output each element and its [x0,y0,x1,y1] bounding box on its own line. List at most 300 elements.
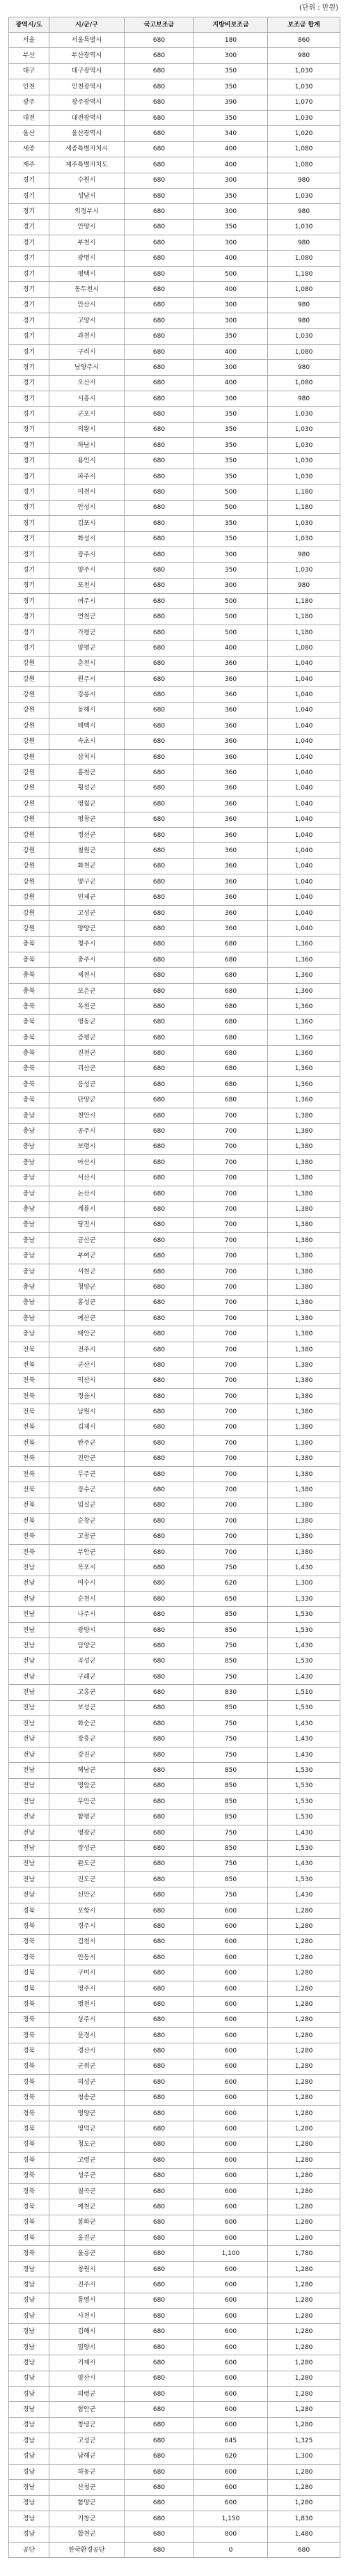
local-subsidy-cell: 340 [194,126,268,141]
region-cell: 충북 [9,999,49,1014]
city-cell: 정선군 [49,827,125,842]
table-row [9,952,340,968]
table-row [9,2043,340,2059]
total-subsidy-cell: 1,380 [268,1170,340,1186]
total-subsidy-cell: 1,360 [268,1092,340,1108]
city-cell: 신안군 [49,1887,125,1903]
city-cell: 속초시 [49,734,125,749]
national-subsidy-cell: 680 [125,718,194,734]
table-row [9,905,340,920]
national-subsidy-cell: 680 [125,1373,194,1388]
city-cell: 봉화군 [49,2215,125,2230]
table-row [9,2402,340,2417]
table-row [9,1592,340,1607]
region-cell: 경북 [9,2090,49,2105]
total-subsidy-cell: 1,330 [268,1592,340,1607]
national-subsidy-cell: 680 [125,1295,194,1310]
total-subsidy-cell: 1,360 [268,952,340,968]
city-cell: 횡성군 [49,780,125,796]
region-cell: 강원 [9,765,49,780]
national-subsidy-cell: 680 [125,702,194,718]
local-subsidy-cell: 700 [194,1466,268,1482]
table-row [9,2059,340,2074]
region-cell: 경남 [9,2324,49,2339]
national-subsidy-cell: 680 [125,1716,194,1731]
table-row [9,2246,340,2261]
region-cell: 경북 [9,1950,49,1965]
city-cell: 광양시 [49,1622,125,1638]
region-cell: 충북 [9,1092,49,1108]
local-subsidy-cell: 850 [194,1872,268,1887]
total-subsidy-cell: 1,380 [268,1108,340,1123]
total-subsidy-cell: 1,360 [268,999,340,1014]
region-cell: 대구 [9,63,49,79]
region-cell: 인천 [9,79,49,95]
total-subsidy-cell: 1,280 [268,2464,340,2479]
region-cell: 경기 [9,313,49,329]
local-subsidy-cell: 360 [194,672,268,687]
total-subsidy-cell: 1,380 [268,1139,340,1154]
region-cell: 충북 [9,1077,49,1092]
local-subsidy-cell: 700 [194,1311,268,1326]
region-cell: 광주 [9,95,49,110]
table-row [9,2168,340,2183]
local-subsidy-cell: 700 [194,1326,268,1342]
local-subsidy-cell: 600 [194,1903,268,1918]
city-cell: 구리시 [49,344,125,359]
national-subsidy-cell: 680 [125,2028,194,2043]
total-subsidy-cell: 1,530 [268,1607,340,1622]
table-row [9,1514,340,1529]
national-subsidy-cell: 680 [125,1607,194,1622]
local-subsidy-cell: 600 [194,2480,268,2495]
table-row [9,516,340,531]
table-row [9,1046,340,1061]
city-cell: 청송군 [49,2090,125,2105]
city-cell: 고성군 [49,2433,125,2449]
local-subsidy-cell: 620 [194,2449,268,2464]
region-cell: 경남 [9,2433,49,2449]
table-row [9,126,340,141]
national-subsidy-cell: 680 [125,2121,194,2137]
national-subsidy-cell: 680 [125,2495,194,2511]
city-cell: 영동군 [49,1014,125,1030]
local-subsidy-cell: 600 [194,2168,268,2183]
region-cell: 경북 [9,2043,49,2059]
total-subsidy-cell: 1,280 [268,2231,340,2246]
total-subsidy-cell: 1,530 [268,1622,340,1638]
table-row [9,641,340,656]
table-row [9,1124,340,1139]
city-cell: 여주시 [49,594,125,609]
total-subsidy-cell: 1,280 [268,2199,340,2215]
region-cell: 경기 [9,609,49,625]
city-cell: 안성시 [49,500,125,515]
national-subsidy-cell: 680 [125,1622,194,1638]
city-cell: 삼척시 [49,749,125,764]
local-subsidy-cell: 680 [194,952,268,968]
total-subsidy-cell: 1,040 [268,827,340,842]
city-cell: 영주시 [49,1981,125,1996]
total-subsidy-cell: 980 [268,297,340,313]
national-subsidy-cell: 680 [125,1046,194,1061]
local-subsidy-cell: 600 [194,2417,268,2433]
city-cell: 강릉시 [49,687,125,702]
local-subsidy-cell: 600 [194,1981,268,1996]
table-row [9,251,340,266]
table-row [9,2495,340,2511]
region-cell: 경남 [9,2495,49,2511]
total-subsidy-cell: 980 [268,578,340,593]
local-subsidy-cell: 300 [194,578,268,593]
table-row [9,2464,340,2479]
national-subsidy-cell: 680 [125,1919,194,1934]
national-subsidy-cell: 680 [125,1482,194,1498]
national-subsidy-cell: 680 [125,1903,194,1918]
local-subsidy-cell: 700 [194,1451,268,1466]
local-subsidy-cell: 680 [194,1092,268,1108]
header-total-subsidy: 보조금 합계 [268,17,340,33]
table-row [9,63,340,79]
city-cell: 순천시 [49,1592,125,1607]
table-row [9,563,340,578]
region-cell: 경북 [9,1965,49,1981]
city-cell: 거창군 [49,2511,125,2527]
region-cell: 전남 [9,1654,49,1669]
city-cell: 영광군 [49,1825,125,1840]
city-cell: 해남군 [49,1763,125,1778]
local-subsidy-cell: 350 [194,422,268,437]
region-cell: 충남 [9,1124,49,1139]
local-subsidy-cell: 500 [194,266,268,281]
table-row [9,1498,340,1513]
local-subsidy-cell: 350 [194,188,268,203]
national-subsidy-cell: 680 [125,1794,194,1809]
local-subsidy-cell: 645 [194,2433,268,2449]
table-row [9,1077,340,1092]
region-cell: 전남 [9,1809,49,1825]
table-row [9,469,340,484]
national-subsidy-cell: 680 [125,1342,194,1357]
region-cell: 전남 [9,1685,49,1700]
total-subsidy-cell: 1,360 [268,1077,340,1092]
total-subsidy-cell: 1,430 [268,1747,340,1762]
region-cell: 충남 [9,1155,49,1170]
national-subsidy-cell: 680 [125,2075,194,2090]
national-subsidy-cell: 680 [125,2433,194,2449]
total-subsidy-cell: 1,300 [268,1576,340,1591]
total-subsidy-cell: 1,380 [268,1544,340,1560]
region-cell: 강원 [9,890,49,905]
national-subsidy-cell: 680 [125,1451,194,1466]
total-subsidy-cell: 1,280 [268,2480,340,2495]
total-subsidy-cell: 980 [268,235,340,251]
city-cell: 동두천시 [49,282,125,297]
city-cell: 거제시 [49,2355,125,2371]
local-subsidy-cell: 650 [194,1592,268,1607]
national-subsidy-cell: 680 [125,1809,194,1825]
region-cell: 경기 [9,251,49,266]
local-subsidy-cell: 750 [194,1716,268,1731]
total-subsidy-cell: 1,280 [268,2324,340,2339]
city-cell: 창원시 [49,2261,125,2277]
total-subsidy-cell: 1,280 [268,2090,340,2105]
table-row [9,33,340,48]
region-cell: 전북 [9,1544,49,1560]
city-cell: 고창군 [49,1529,125,1544]
local-subsidy-cell: 350 [194,219,268,235]
total-subsidy-cell: 1,280 [268,2168,340,2183]
total-subsidy-cell: 1,030 [268,110,340,125]
unit-label: (단위 : 만원) [299,4,338,12]
national-subsidy-cell: 680 [125,329,194,344]
city-cell: 하동군 [49,2464,125,2479]
local-subsidy-cell: 500 [194,625,268,640]
city-cell: 음성군 [49,1077,125,1092]
table-row [9,1887,340,1903]
national-subsidy-cell: 680 [125,1700,194,1715]
region-cell: 전북 [9,1436,49,1451]
city-cell: 괴산군 [49,1061,125,1076]
national-subsidy-cell: 680 [125,1965,194,1981]
national-subsidy-cell: 680 [125,469,194,484]
local-subsidy-cell: 600 [194,2371,268,2386]
city-cell: 인천광역시 [49,79,125,95]
table-row [9,438,340,453]
total-subsidy-cell: 1,040 [268,749,340,764]
total-subsidy-cell: 1,380 [268,1295,340,1310]
total-subsidy-cell: 1,280 [268,2075,340,2090]
table-row [9,2261,340,2277]
local-subsidy-cell: 350 [194,516,268,531]
city-cell: 홍천군 [49,765,125,780]
table-row [9,2293,340,2308]
national-subsidy-cell: 680 [125,1544,194,1560]
total-subsidy-cell: 1,360 [268,1061,340,1076]
city-cell: 군위군 [49,2059,125,2074]
city-cell: 화성시 [49,531,125,547]
region-cell: 충북 [9,968,49,983]
total-subsidy-cell: 1,430 [268,1560,340,1576]
national-subsidy-cell: 680 [125,266,194,281]
national-subsidy-cell: 680 [125,344,194,359]
city-cell: 경주시 [49,1919,125,1934]
local-subsidy-cell: 360 [194,734,268,749]
table-row [9,1092,340,1108]
local-subsidy-cell: 750 [194,1825,268,1840]
total-subsidy-cell: 1,530 [268,1841,340,1856]
local-subsidy-cell: 600 [194,2090,268,2105]
region-cell: 경남 [9,2371,49,2386]
city-cell: 울릉군 [49,2246,125,2261]
city-cell: 영월군 [49,796,125,812]
local-subsidy-cell: 600 [194,2231,268,2246]
city-cell: 화천군 [49,858,125,874]
local-subsidy-cell: 360 [194,796,268,812]
region-cell: 경북 [9,2246,49,2261]
region-cell: 경남 [9,2261,49,2277]
region-cell: 충북 [9,1030,49,1046]
national-subsidy-cell: 680 [125,95,194,110]
city-cell: 의정부시 [49,204,125,219]
national-subsidy-cell: 680 [125,1358,194,1373]
city-cell: 김제시 [49,1420,125,1435]
city-cell: 연천군 [49,609,125,625]
city-cell: 증평군 [49,1030,125,1046]
local-subsidy-cell: 350 [194,531,268,547]
city-cell: 수원시 [49,173,125,188]
national-subsidy-cell: 680 [125,749,194,764]
table-row [9,2137,340,2152]
local-subsidy-cell: 700 [194,1373,268,1388]
total-subsidy-cell: 1,280 [268,2386,340,2401]
national-subsidy-cell: 680 [125,188,194,203]
total-subsidy-cell: 1,280 [268,2043,340,2059]
local-subsidy-cell: 680 [194,936,268,952]
total-subsidy-cell: 1,180 [268,609,340,625]
total-subsidy-cell: 980 [268,391,340,406]
local-subsidy-cell: 300 [194,547,268,562]
total-subsidy-cell: 1,430 [268,1887,340,1903]
total-subsidy-cell: 1,030 [268,407,340,422]
total-subsidy-cell: 1,280 [268,2309,340,2324]
local-subsidy-cell: 600 [194,2059,268,2074]
region-cell: 경기 [9,360,49,375]
table-row [9,2105,340,2121]
city-cell: 충주시 [49,952,125,968]
region-cell: 경기 [9,485,49,500]
table-row [9,1217,340,1232]
total-subsidy-cell: 1,030 [268,63,340,79]
table-row [9,718,340,734]
national-subsidy-cell: 680 [125,2371,194,2386]
national-subsidy-cell: 680 [125,1670,194,1685]
local-subsidy-cell: 850 [194,1700,268,1715]
local-subsidy-cell: 360 [194,812,268,827]
table-row [9,1981,340,1996]
local-subsidy-cell: 700 [194,1217,268,1232]
local-subsidy-cell: 700 [194,1358,268,1373]
city-cell: 원주시 [49,672,125,687]
local-subsidy-cell: 300 [194,173,268,188]
total-subsidy-cell: 1,430 [268,1825,340,1840]
city-cell: 세종특별자치시 [49,141,125,157]
region-cell: 전남 [9,1700,49,1715]
city-cell: 광주시 [49,547,125,562]
region-cell: 전북 [9,1420,49,1435]
city-cell: 장흥군 [49,1731,125,1747]
table-row [9,1311,340,1326]
table-row [9,968,340,983]
local-subsidy-cell: 360 [194,890,268,905]
total-subsidy-cell: 1,280 [268,1981,340,1996]
total-subsidy-cell: 1,380 [268,1451,340,1466]
table-row [9,1482,340,1498]
total-subsidy-cell: 1,030 [268,563,340,578]
national-subsidy-cell: 680 [125,110,194,125]
region-cell: 경북 [9,2121,49,2137]
national-subsidy-cell: 680 [125,1061,194,1076]
local-subsidy-cell: 680 [194,1046,268,1061]
region-cell: 서울 [9,33,49,48]
table-row [9,1014,340,1030]
table-row [9,1934,340,1949]
table-row [9,1280,340,1295]
city-cell: 홍성군 [49,1295,125,1310]
local-subsidy-cell: 600 [194,2012,268,2027]
local-subsidy-cell: 680 [194,1061,268,1076]
total-subsidy-cell: 1,030 [268,469,340,484]
table-row [9,1731,340,1747]
total-subsidy-cell: 1,040 [268,812,340,827]
national-subsidy-cell: 680 [125,157,194,173]
local-subsidy-cell: 400 [194,282,268,297]
national-subsidy-cell: 680 [125,251,194,266]
region-cell: 전북 [9,1514,49,1529]
local-subsidy-cell: 400 [194,344,268,359]
table-row [9,1388,340,1404]
city-cell: 담양군 [49,1638,125,1654]
table-row [9,1295,340,1310]
region-cell: 경북 [9,2183,49,2199]
total-subsidy-cell: 1,280 [268,2215,340,2230]
city-cell: 보령시 [49,1139,125,1154]
national-subsidy-cell: 680 [125,1092,194,1108]
national-subsidy-cell: 680 [125,375,194,391]
national-subsidy-cell: 680 [125,1404,194,1420]
region-cell: 세종 [9,141,49,157]
national-subsidy-cell: 680 [125,2168,194,2183]
city-cell: 칠곡군 [49,2183,125,2199]
city-cell: 나주시 [49,1607,125,1622]
national-subsidy-cell: 680 [125,1685,194,1700]
table-row [9,858,340,874]
local-subsidy-cell: 600 [194,2339,268,2355]
national-subsidy-cell: 680 [125,297,194,313]
table-row [9,1622,340,1638]
region-cell: 경기 [9,469,49,484]
national-subsidy-cell: 680 [125,1950,194,1965]
local-subsidy-cell: 700 [194,1388,268,1404]
region-cell: 전남 [9,1716,49,1731]
region-cell: 전남 [9,1747,49,1762]
local-subsidy-cell: 680 [194,983,268,998]
city-cell: 제천시 [49,968,125,983]
region-cell: 공단 [9,2542,49,2557]
table-row [9,219,340,235]
national-subsidy-cell: 680 [125,1186,194,1201]
total-subsidy-cell: 980 [268,173,340,188]
total-subsidy-cell: 1,040 [268,687,340,702]
table-row [9,375,340,391]
total-subsidy-cell: 1,040 [268,780,340,796]
local-subsidy-cell: 600 [194,2215,268,2230]
city-cell: 영암군 [49,1778,125,1793]
region-cell: 경기 [9,531,49,547]
table-row [9,1108,340,1123]
total-subsidy-cell: 1,280 [268,1965,340,1981]
region-cell: 제주 [9,157,49,173]
total-subsidy-cell: 1,380 [268,1202,340,1217]
table-row [9,2339,340,2355]
table-row [9,531,340,547]
national-subsidy-cell: 680 [125,2246,194,2261]
total-subsidy-cell: 980 [268,360,340,375]
local-subsidy-cell: 600 [194,1965,268,1981]
region-cell: 전남 [9,1825,49,1840]
region-cell: 전남 [9,1763,49,1778]
national-subsidy-cell: 680 [125,204,194,219]
